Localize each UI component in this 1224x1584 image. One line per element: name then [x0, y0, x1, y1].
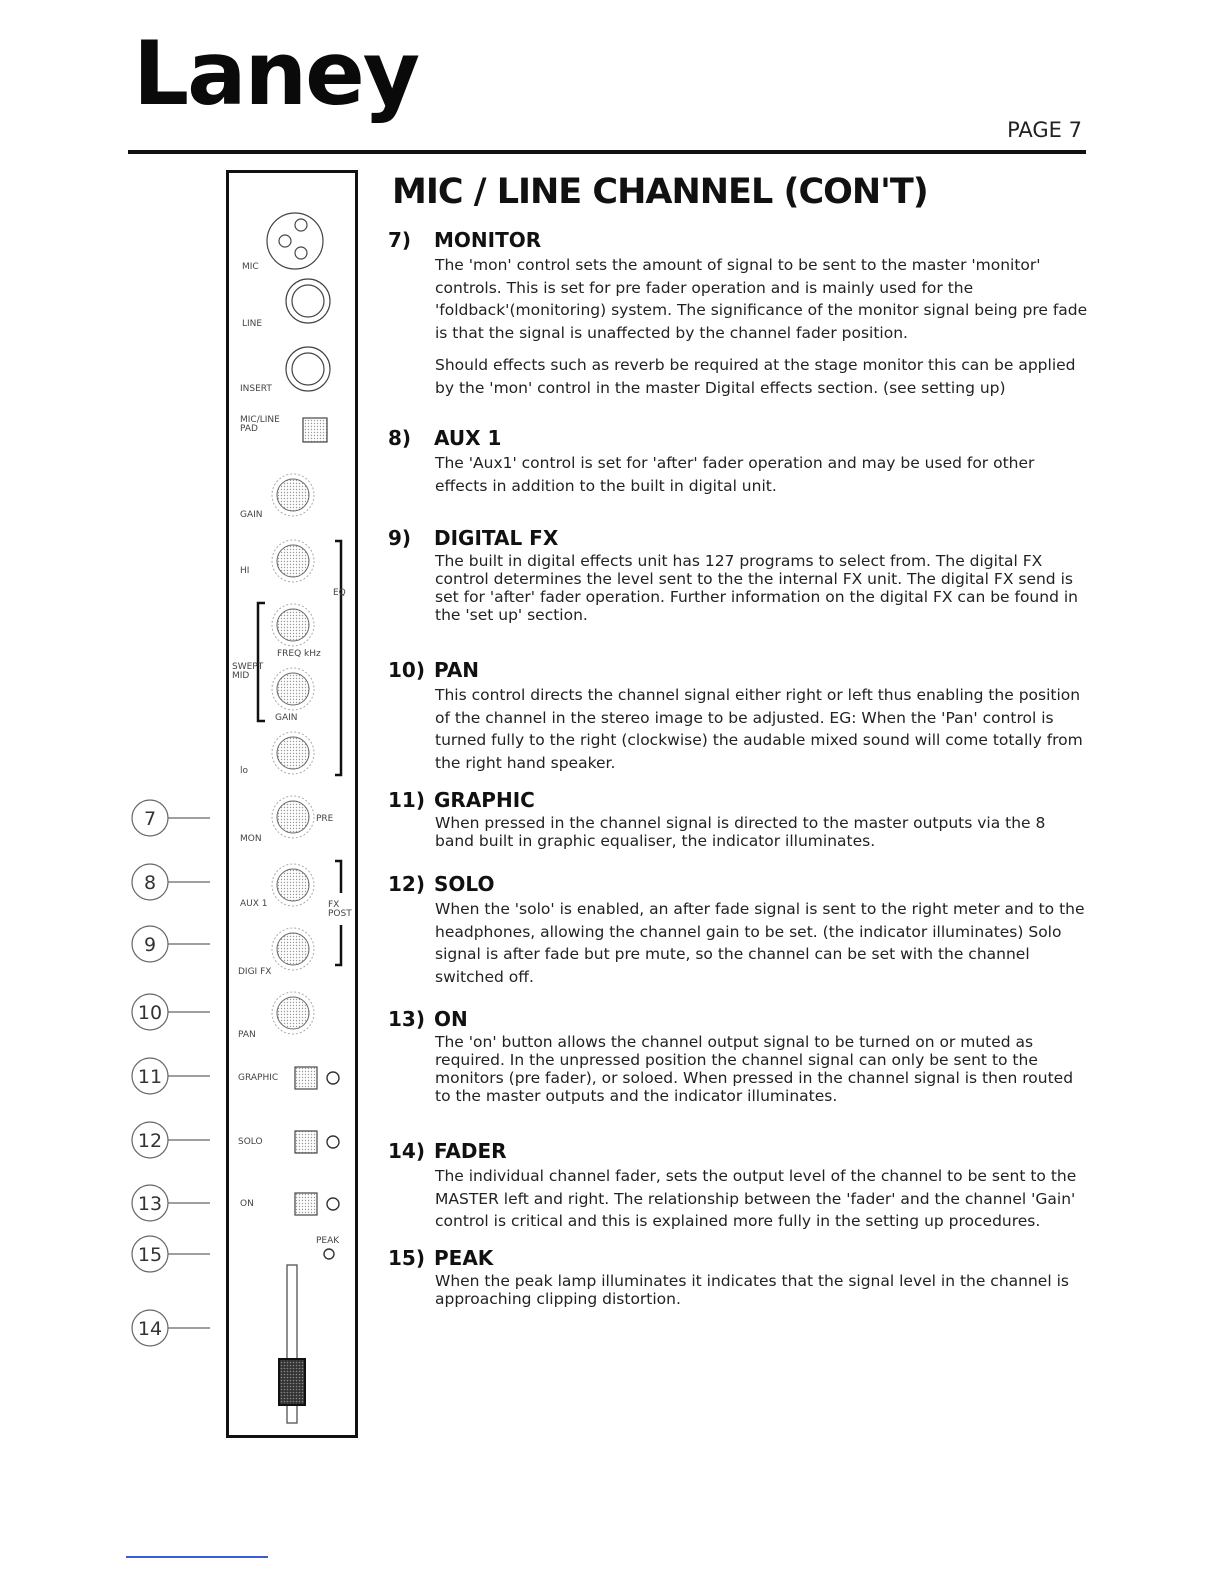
callout-number: 7 — [143, 808, 157, 830]
section-body — [435, 1272, 1088, 1308]
page-title: MIC / LINE CHANNEL (CON'T) — [392, 172, 928, 212]
section-body — [435, 898, 1088, 988]
section-number: 15) — [388, 1246, 425, 1270]
section-paragraph: This control directs the channel signal either right or left thus enabling the position of the channel in the stereo image to be adjusted. EG: When the 'Pan' control is turned fully to the right (clockwise) the audable mixed sound will come totally from the right hand speaker. — [435, 686, 1083, 772]
label-solo: SOLO — [238, 1137, 263, 1147]
section-number: 14) — [388, 1139, 425, 1163]
section-graphic — [388, 788, 1088, 860]
callout-7 — [132, 800, 210, 836]
callout-14 — [132, 1310, 210, 1346]
freq-knob — [272, 604, 314, 646]
callout-8 — [132, 864, 210, 900]
hi-knob — [272, 540, 314, 582]
section-aux-1 — [388, 426, 1088, 507]
solo-button — [295, 1131, 317, 1153]
section-peak — [388, 1246, 1088, 1318]
graphic-button — [295, 1067, 317, 1089]
section-number: 13) — [388, 1007, 425, 1031]
label-hi: HI — [240, 566, 250, 576]
section-number: 9) — [388, 526, 412, 550]
label-freq: FREQ kHz — [277, 649, 321, 659]
section-heading — [388, 228, 1088, 254]
section-title: PAN — [434, 658, 480, 682]
section-paragraph: The individual channel fader, sets the output level of the channel to be sent to the MASTER left and right. The relationship between the 'fader' and the channel 'Gain' control is critical and this is explained more fully in the setting up procedures. — [435, 1167, 1077, 1230]
section-body — [435, 1033, 1088, 1105]
pad-switch — [303, 418, 327, 442]
eq-bracket — [335, 541, 341, 775]
peak-led — [324, 1249, 334, 1259]
section-heading — [388, 658, 1088, 684]
label-pre: PRE — [316, 814, 334, 824]
mon-knob — [272, 796, 314, 838]
callout-number: 8 — [143, 872, 157, 894]
mid-gain-knob — [272, 668, 314, 710]
label-pad: MIC/LINE PAD — [240, 415, 280, 435]
callout-number: 9 — [143, 934, 157, 956]
section-number: 8) — [388, 426, 412, 450]
section-title: SOLO — [434, 872, 495, 896]
label-mid-gain: GAIN — [275, 713, 298, 723]
gain-knob — [272, 474, 314, 516]
section-title: DIGITAL FX — [434, 526, 559, 550]
on-led — [327, 1198, 339, 1210]
callout-9 — [132, 926, 210, 962]
section-body — [435, 254, 1088, 399]
header-rule — [128, 150, 1086, 154]
label-line: LINE — [242, 319, 263, 329]
label-on: ON — [240, 1199, 254, 1209]
label-graphic: GRAPHIC — [238, 1073, 279, 1083]
section-number: 12) — [388, 872, 425, 896]
callout-number: 11 — [137, 1066, 163, 1088]
section-number: 10) — [388, 658, 425, 682]
callout-number: 12 — [137, 1130, 163, 1152]
fx-post-bracket — [335, 861, 341, 893]
section-body — [435, 552, 1088, 624]
callout-10 — [132, 994, 210, 1030]
label-fx-post: FX POST — [328, 900, 352, 920]
section-paragraph: When pressed in the channel signal is directed to the master outputs via the 8 band built in graphic equaliser, the indicator illuminates. — [435, 814, 1046, 850]
section-heading — [388, 788, 1088, 814]
graphic-led — [327, 1072, 339, 1084]
section-heading — [388, 1246, 1088, 1272]
section-solo — [388, 872, 1088, 998]
section-paragraph: Should effects such as reverb be required at the stage monitor this can be applied by the 'mon' control in the master Digital effects section. (see setting up) — [435, 356, 1076, 397]
section-paragraph: When the 'solo' is enabled, an after fade signal is sent to the right meter and to the headphones, allowing the channel gain to be set. (the indicator illuminates) Solo signal is after fade but pre mute, so the channel can be set with the channel switched off. — [435, 900, 1085, 986]
aux1-knob — [272, 864, 314, 906]
label-swept-mid: SWEPT MID — [232, 662, 264, 682]
callout-12 — [132, 1122, 210, 1158]
callout-13 — [132, 1185, 210, 1221]
label-eq: EQ — [333, 588, 346, 598]
section-digital-fx — [388, 526, 1088, 634]
section-paragraph: The 'on' button allows the channel output signal to be turned on or muted as required. In the unpressed position the channel signal can only be sent to the monitors (pre fader), or soloed. When pressed in the channel signal is then routed to the master outputs and the indicator illuminates. — [435, 1033, 1074, 1105]
section-body — [435, 684, 1088, 774]
section-title: GRAPHIC — [434, 788, 535, 812]
section-paragraph: When the peak lamp illuminates it indicates that the signal level in the channel is approaching clipping distortion. — [435, 1272, 1069, 1308]
pan-knob — [272, 992, 314, 1034]
label-aux1: AUX 1 — [240, 899, 268, 909]
page-number: PAGE 7 — [1007, 118, 1082, 142]
callout-number: 14 — [137, 1318, 163, 1340]
section-title: AUX 1 — [434, 426, 502, 450]
callout-number: 13 — [137, 1193, 163, 1215]
callout-markers — [0, 0, 240, 1400]
callout-11 — [132, 1058, 210, 1094]
lo-knob — [272, 732, 314, 774]
section-paragraph: The built in digital effects unit has 127 programs to select from. The digital FX control determines the level sent to the the internal FX unit. The digital FX send is set for 'after' fader operation. Further information on the digital FX can be found in the 'set up' section. — [435, 552, 1078, 624]
insert-jack-socket — [286, 347, 330, 391]
section-paragraph: The 'mon' control sets the amount of signal to be sent to the master 'monitor' controls. This is set for pre fader operation and is mainly used for the 'foldback'(monitoring) system. The significance of the monitor signal being pre fade is that the signal is unaffected by the channel fader position. — [435, 256, 1088, 342]
section-heading — [388, 526, 1088, 552]
footer-line — [126, 1556, 268, 1558]
xlr-mic-socket — [267, 213, 323, 269]
section-body — [435, 452, 1088, 497]
callout-number: 15 — [137, 1244, 163, 1266]
section-heading — [388, 1139, 1088, 1165]
fader-cap — [279, 1359, 305, 1405]
callout-15 — [132, 1236, 210, 1272]
label-digi-fx: DIGI FX — [238, 967, 272, 977]
solo-led — [327, 1136, 339, 1148]
section-pan — [388, 658, 1088, 784]
on-button — [295, 1193, 317, 1215]
section-title: FADER — [434, 1139, 507, 1163]
section-paragraph: The 'Aux1' control is set for 'after' fader operation and may be used for other effects in addition to the built in digital unit. — [435, 454, 1035, 495]
callout-number: 10 — [137, 1002, 163, 1024]
label-peak: PEAK — [316, 1236, 340, 1246]
section-number: 11) — [388, 788, 425, 812]
label-lo: lo — [240, 766, 249, 776]
section-heading — [388, 872, 1088, 898]
label-mic: MIC — [242, 262, 259, 272]
section-number: 7) — [388, 228, 412, 252]
section-monitor — [388, 228, 1088, 409]
section-heading — [388, 1007, 1088, 1033]
label-mon: MON — [240, 834, 262, 844]
section-title: ON — [434, 1007, 468, 1031]
section-on — [388, 1007, 1088, 1115]
section-title: PEAK — [434, 1246, 494, 1270]
section-fader — [388, 1139, 1088, 1243]
section-body — [435, 814, 1088, 850]
section-body — [435, 1165, 1088, 1233]
section-title: MONITOR — [434, 228, 542, 252]
line-jack-socket — [286, 279, 330, 323]
digi-fx-knob — [272, 928, 314, 970]
channel-strip — [226, 170, 358, 1438]
label-gain: GAIN — [240, 510, 263, 520]
brand-logo: Laney — [133, 22, 419, 125]
label-insert: INSERT — [240, 384, 272, 394]
section-heading — [388, 426, 1088, 452]
label-pan: PAN — [238, 1030, 256, 1040]
